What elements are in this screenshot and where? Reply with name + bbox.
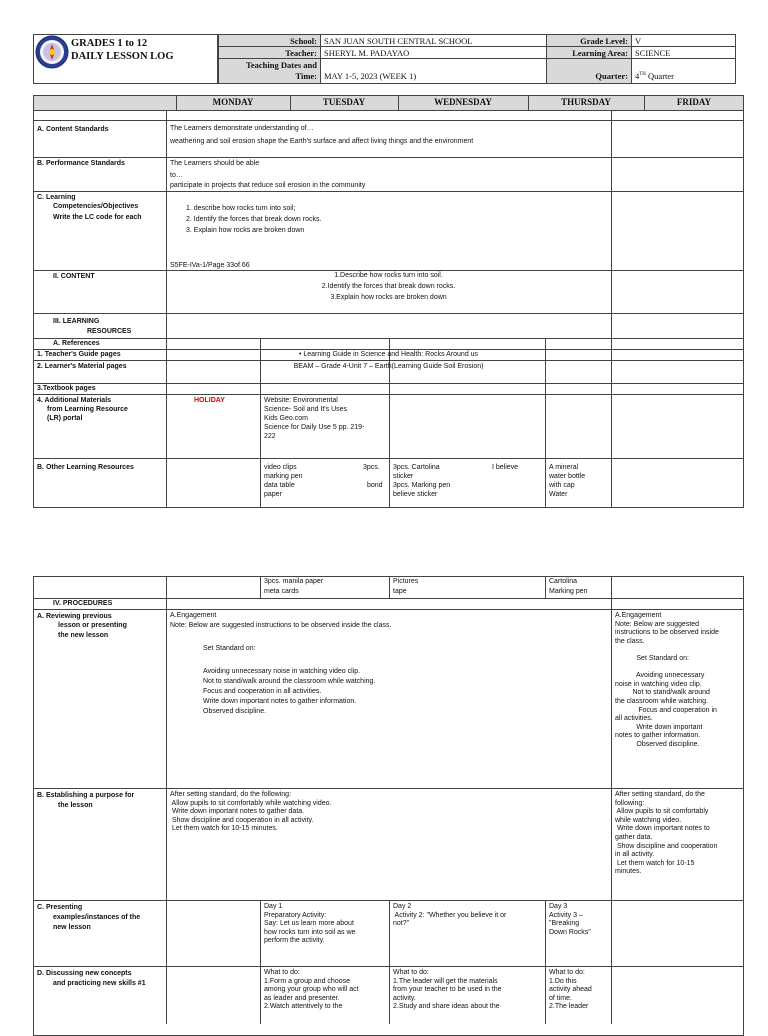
wednesday-other-4: 3pcs. Marking pen — [393, 482, 451, 489]
reviewing-label-3: the new lesson — [58, 632, 109, 639]
performance-standards-label: B. Performance Standards — [37, 160, 125, 167]
competencies-label-2: Competencies/Objectives — [53, 203, 139, 210]
textbook-label: 3.Textbook pages — [37, 385, 96, 392]
presenting-label-1: C. Presenting — [37, 904, 83, 911]
school-label: School: — [290, 36, 317, 46]
day-friday: FRIDAY — [676, 97, 712, 107]
learners-material-value: BEAM – Grade 4-Unit 7 – Earth(Learning Guide Soil Erosion) — [293, 363, 484, 370]
tuesday-other-1: video clips — [264, 464, 297, 471]
competencies-label-3: Write the LC code for each — [53, 214, 142, 221]
content-item-1: 1.Describe how rocks turn into soil. — [334, 272, 443, 279]
tuesday-additional-4: Science for Daily Use 5 pp. 219- — [264, 424, 365, 431]
lc-code: S5FE-IVa-1/Page 33of 66 — [170, 262, 250, 269]
additional-materials-label-3: (LR) portal — [47, 415, 83, 422]
thursday-other-3: with cap — [549, 482, 575, 489]
quarter-value: 4TH Quarter — [635, 71, 675, 81]
dates-value: MAY 1-5, 2023 (WEEK 1) — [324, 71, 417, 81]
thursday-top-2: Marking pen — [549, 588, 588, 595]
grade-label: Grade Level: — [580, 36, 628, 46]
tuesday-presenting: Day 1 Preparatory Activity: Say: Let us learn more about how rocks turn into soil as we perform the activity. — [264, 903, 356, 945]
thursday-top-1: Cartolina — [549, 578, 578, 585]
tuesday-other-6: paper — [264, 491, 282, 498]
additional-materials-label-1: 4. Additional Materials — [37, 397, 112, 404]
purpose-label-1: B. Establishing a purpose for — [37, 792, 135, 799]
standard-2: Not to stand/walk around the classroom while watching. — [203, 678, 376, 685]
teacher-value: SHERYL M. PADAYAO — [324, 48, 410, 58]
header-title-line2: DAILY LESSON LOG — [71, 51, 174, 62]
quarter-label: Quarter: — [595, 71, 628, 81]
dates-label-2: Time: — [295, 71, 317, 81]
tuesday-other-3: marking pen — [264, 473, 303, 480]
standard-4: Write down important notes to gather information. — [203, 698, 357, 705]
performance-line2: to… — [170, 172, 183, 179]
wednesday-other-3: sticker — [393, 473, 414, 480]
reviewing-label-1: A. Reviewing previous — [37, 613, 112, 620]
learners-material-label: 2. Learner's Material pages — [37, 363, 127, 370]
thursday-other-1: A mineral — [549, 464, 579, 471]
tuesday-other-5: bond — [367, 482, 383, 489]
friday-engagement: A.Engagement Note: Below are suggested instructions to be observed inside the class. Set Standard on: Avoiding unnecessary noise in watching video clip. Not to stand/walk around the classroom while watching. Focus and cooperation in all activities. Write down important notes to gather information. Observed discipline. — [615, 612, 719, 748]
references-label: A. References — [53, 340, 100, 347]
day-wednesday: WEDNESDAY — [434, 97, 492, 107]
holiday-label: HOLIDAY — [194, 397, 225, 404]
tuesday-top-2: meta cards — [264, 588, 299, 595]
performance-line3: participate in projects that reduce soil erosion in the community — [170, 182, 366, 189]
thursday-other-4: Water — [549, 491, 568, 498]
competency-item-2: 2. Identify the forces that break down rocks. — [186, 216, 322, 223]
teacher-label: Teacher: — [285, 48, 317, 58]
tuesday-additional-2: Science- Soil and It's Uses — [264, 406, 348, 413]
competency-item-3: 3. Explain how rocks are broken down — [186, 227, 305, 234]
purpose-lines: After setting standard, do the following: Allow pupils to sit comfortably while watching video. Write down important notes to gather data. Show discipline and cooperation in all activity. Let them watch for 10-15 minutes. — [170, 791, 332, 833]
thursday-discussing: What to do: 1.Do this activity ahead of time. 2.The leader — [549, 969, 592, 1011]
content-standards-line2: weathering and soil erosion shape the Earth's surface and affect living things and the environment — [170, 138, 474, 145]
grade-value: V — [635, 36, 642, 46]
wednesday-other-1: 3pcs. Cartolina — [393, 464, 440, 471]
day-thursday: THURSDAY — [561, 97, 611, 107]
thursday-presenting: Day 3 Activity 3 – "Breaking Down Rocks" — [549, 903, 591, 936]
wednesday-presenting: Day 2 Activity 2: "Whether you believe it or not?" — [393, 903, 507, 928]
content-label: II. CONTENT — [53, 273, 95, 280]
tuesday-top-1: 3pcs. manila paper — [264, 578, 324, 585]
competencies-label-1: C. Learning — [37, 194, 76, 201]
purpose-label-2: the lesson — [58, 802, 93, 809]
area-value: SCIENCE — [635, 48, 671, 58]
standard-1: Avoiding unnecessary noise in watching video clip. — [203, 668, 361, 675]
engagement-note: Note: Below are suggested instructions to be observed inside the class. — [170, 622, 392, 629]
presenting-label-2: examples/instances of the — [53, 914, 141, 921]
procedures-label: IV. PROCEDURES — [53, 600, 113, 607]
performance-line1: The Learners should be able — [170, 160, 260, 167]
discussing-label-1: D. Discussing new concepts — [37, 970, 132, 977]
content-standards-label: A. Content Standards — [37, 126, 109, 133]
wednesday-top-2: tape — [393, 588, 407, 595]
set-standard: Set Standard on: — [203, 645, 256, 652]
teachers-guide-value: • Learning Guide in Science and Health: Rocks Around us — [298, 351, 479, 358]
presenting-label-3: new lesson — [53, 924, 91, 931]
content-item-3: 3.Explain how rocks are broken down — [330, 294, 447, 301]
standard-5: Observed discipline. — [203, 708, 267, 715]
tuesday-discussing: What to do: 1.Form a group and choose among your group who will act as leader and presenter. 2.Watch attentively to the — [264, 969, 359, 1011]
tuesday-additional-1: Website: Environmental — [264, 397, 338, 404]
content-item-2: 2.Identify the forces that break down rocks. — [321, 283, 456, 290]
standard-3: Focus and cooperation in all activities. — [203, 688, 322, 695]
additional-materials-label-2: from Learning Resource — [47, 406, 128, 413]
tuesday-other-2: 3pcs. — [363, 464, 380, 471]
wednesday-other-2: I believe — [492, 464, 519, 471]
resources-label-1: III. LEARNING — [53, 318, 100, 325]
other-resources-label: B. Other Learning Resources — [37, 464, 134, 471]
wednesday-top-1: Pictures — [393, 578, 419, 585]
day-tuesday: TUESDAY — [322, 97, 366, 107]
wednesday-other-5: believe sticker — [393, 491, 438, 498]
header-title-line1: GRADES 1 to 12 — [71, 38, 148, 49]
dates-label-1: Teaching Dates and — [245, 60, 317, 70]
teachers-guide-label: 1. Teacher's Guide pages — [37, 351, 121, 358]
competency-item-1: 1. describe how rocks turn into soil; — [186, 205, 296, 212]
wednesday-discussing: What to do: 1.The leader will get the materials from your teacher to be used in the activity. 2.Study and share ideas about the — [393, 969, 502, 1011]
friday-purpose: After setting standard, do the following: Allow pupils to sit comfortably while watching video. Write down important notes to gather data. Show discipline and cooperation in all activity. Let them watch for 10-15 minutes. — [615, 791, 718, 876]
resources-label-2: RESOURCES — [87, 328, 132, 335]
tuesday-additional-5: 222 — [264, 433, 276, 440]
discussing-label-2: and practicing new skills #1 — [53, 980, 146, 987]
content-standards-line1: The Learners demonstrate understanding of… — [170, 125, 314, 132]
engagement-title: A.Engagement — [170, 612, 217, 619]
day-monday: MONDAY — [212, 97, 254, 107]
reviewing-label-2: lesson or presenting — [58, 622, 127, 629]
tuesday-other-4: data table — [264, 482, 295, 489]
thursday-other-2: water bottle — [549, 473, 586, 480]
deped-seal-icon — [35, 35, 69, 69]
school-value: SAN JUAN SOUTH CENTRAL SCHOOL — [324, 36, 473, 46]
tuesday-additional-3: Kids Geo.com — [264, 415, 308, 422]
area-label: Learning Area: — [572, 48, 628, 58]
